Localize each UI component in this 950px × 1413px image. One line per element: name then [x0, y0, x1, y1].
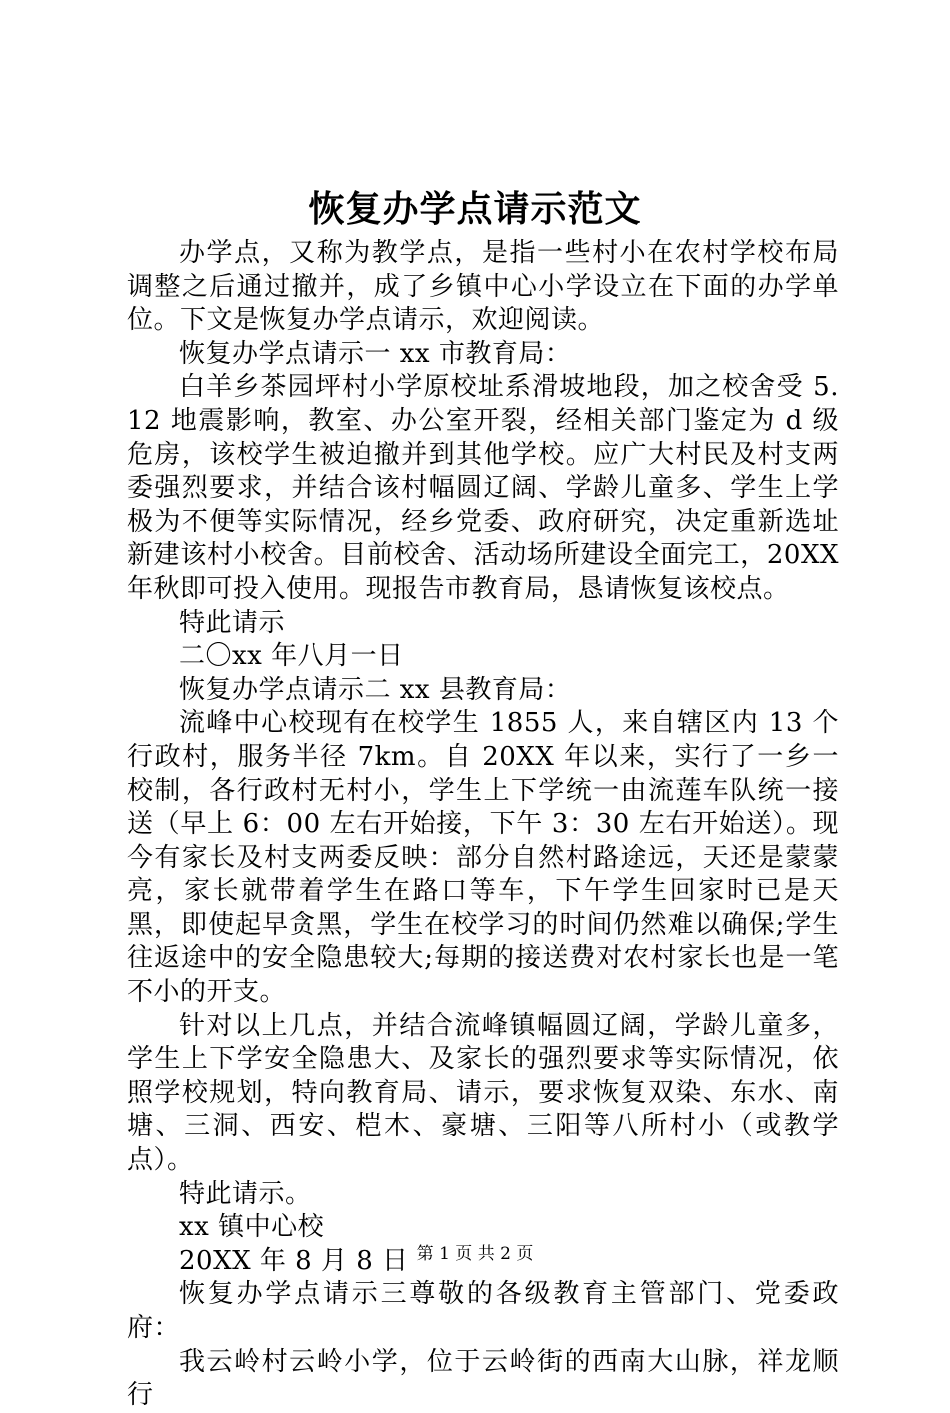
- page-number-footer: 第 1 页 共 2 页: [416, 1244, 534, 1264]
- paragraph-request-two-body-continued: 针对以上几点，并结合流峰镇幅圆辽阔，学龄儿童多，学生上下学安全隐患大、及家长的强烈要求等实际情况，依照学校规划，特向教育局、请示，要求恢复双染、东水、南塘、三洞、西安、桤木、豪塘、三阳等八所村小（或教学点）。: [127, 1010, 839, 1176]
- paragraph-request-three-heading: 恢复办学点请示三尊敬的各级教育主管部门、党委政府：: [127, 1279, 839, 1343]
- paragraph-request-two-body: 流峰中心校现有在校学生 1855 人，来自辖区内 13 个行政村，服务半径 7km。自 20XX 年以来，实行了一乡一校制，各行政村无村小，学生上下学统一由流莲车队统一接送（早上 6：00 左右开始接，下午 3：30 左右开始送）。现今有家长及村支两委反映：部分自然村路途远，天还是蒙蒙亮，家长就带着学生在路口等车，下午学生回家时已是天黑，即使起早贪黑，学生在校学习的时间仍然难以确保;学生往返途中的安全隐患较大;每期的接送费对农村家长也是一笔不小的开支。: [127, 708, 839, 1008]
- paragraph-request-three-body: 我云岭村云岭小学，位于云岭街的西南大山脉，祥龙顺行: [127, 1346, 839, 1411]
- paragraph-request-two-signature: xx 镇中心校: [179, 1212, 325, 1243]
- paragraph-request-two-closing: 特此请示。: [179, 1178, 312, 1209]
- paragraph-request-one-body: 白羊乡茶园坪村小学原校址系滑坡地段，加之校舍受 5.12 地震影响，教室、办公室开裂，经相关部门鉴定为 d 级危房，该校学生被迫撤并到其他学校。应广大村民及村支两委强烈要求，并结合该村幅圆辽阔、学龄儿童多、学生上学极为不便等实际情况，经乡党委、政府研究，决定重新选址新建该村小校舍。目前校舍、活动场所建设全面完工，20XX 年秋即可投入使用。现报告市教育局，恳请恢复该校点。: [127, 372, 839, 604]
- paragraph-request-one-heading: 恢复办学点请示一 xx 市教育局：: [179, 338, 572, 369]
- paragraph-intro: 办学点，又称为教学点，是指一些村小在农村学校布局调整之后通过撤并，成了乡镇中心小学设立在下面的办学单位。下文是恢复办学点请示，欢迎阅读。: [127, 238, 839, 336]
- paragraph-request-one-date: 二〇xx 年八月一日: [179, 641, 404, 672]
- paragraph-request-one-closing: 特此请示: [179, 607, 286, 638]
- document-title: 恢复办学点请示范文: [308, 188, 642, 230]
- paragraph-request-two-heading: 恢复办学点请示二 xx 县教育局：: [179, 674, 572, 705]
- document-body: [127, 237, 839, 1413]
- paragraph-request-two-date: 20XX 年 8 月 8 日: [179, 1245, 409, 1276]
